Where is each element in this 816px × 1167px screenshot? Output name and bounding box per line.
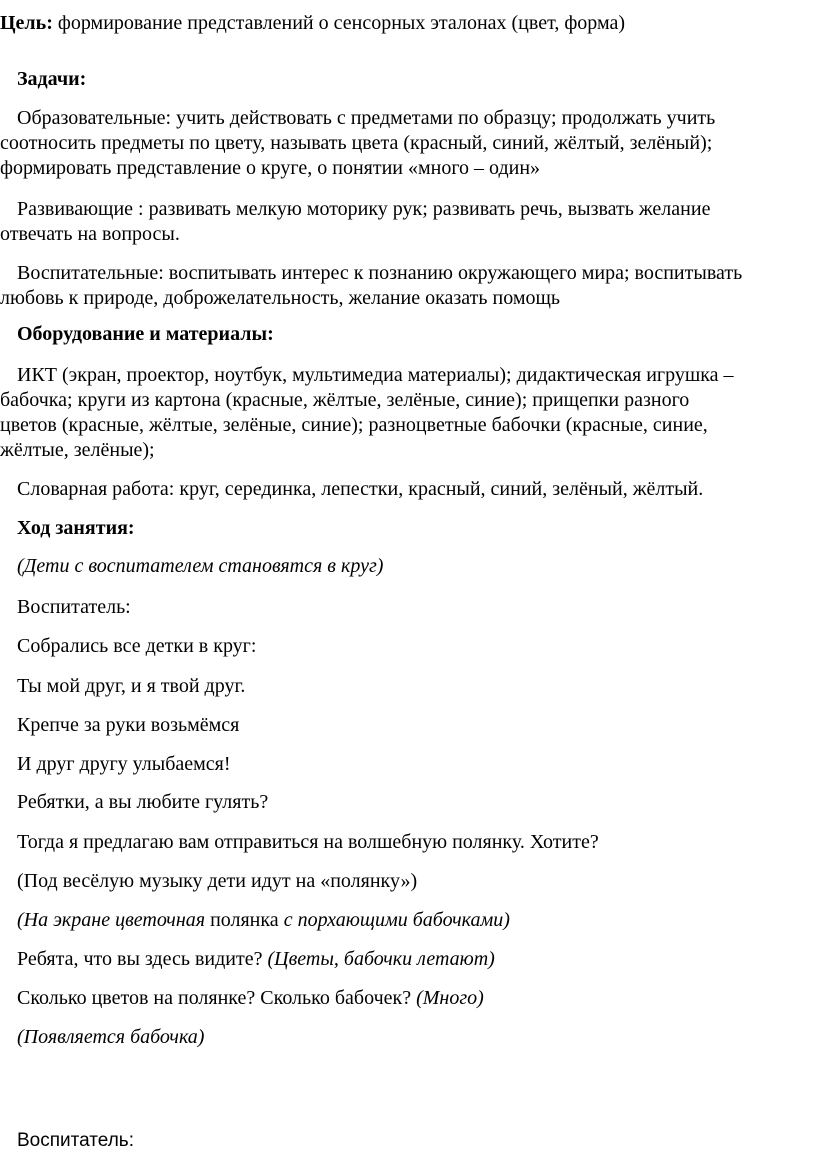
educational-line-1: Образовательные: учить действовать с предметами по образцу; продолжать учить	[17, 107, 716, 129]
equipment-line-3: цветов (красные, жёлтые, зелёные, синие); разноцветные бабочки (красные, синие,	[0, 414, 708, 436]
lesson-line: Воспитатель:	[17, 596, 131, 618]
lesson-line-mixed	[17, 908, 510, 932]
equipment-line-1: ИКТ (экран, проектор, ноутбук, мультимедиа материалы); дидактическая игрушка –	[17, 364, 734, 386]
plain-text: Ребята, что вы здесь видите?	[17, 948, 268, 970]
goal-label: Цель:	[0, 12, 53, 34]
stage-direction: (На экране цветочная	[17, 909, 206, 931]
lesson-line-mixed	[17, 986, 484, 1010]
lesson-line: И друг другу улыбаемся!	[17, 753, 231, 775]
lesson-line: (Появляется бабочка)	[17, 1026, 205, 1048]
developing-line-2: отвечать на вопросы.	[0, 223, 180, 245]
lesson-line: (Под весёлую музыку дети идут на «полянку»)	[17, 870, 418, 892]
stage-direction: (Цветы, бабочки летают)	[267, 948, 495, 970]
lesson-heading: Ход занятия:	[17, 517, 135, 539]
upbringing-line-1: Воспитательные: воспитывать интерес к познанию окружающего мира; воспитывать	[17, 262, 743, 284]
stage-direction: с порхающими бабочками)	[283, 909, 510, 931]
plain-text: Сколько цветов на полянке? Сколько бабочек?	[17, 987, 417, 1009]
educational-line-2: соотносить предметы по цвету, называть цвета (красный, синий, жёлтый, зелёный);	[0, 132, 713, 154]
stage-direction: (Много)	[416, 987, 484, 1009]
lesson-line: Крепче за руки возьмёмся	[17, 714, 240, 736]
educational-line-3: формировать представление о круге, о понятии «много – один»	[0, 157, 541, 179]
tasks-heading: Задачи:	[17, 68, 87, 90]
equipment-line-2: бабочка; круги из картона (красные, жёлтые, зелёные, синие); прищепки разного	[0, 389, 690, 411]
upbringing-line-2: любовь к природе, доброжелательность, желание оказать помощь	[0, 287, 561, 309]
lesson-line: Тогда я предлагаю вам отправиться на волшебную полянку. Хотите?	[17, 831, 599, 853]
lesson-line: Воспитатель:	[17, 1130, 134, 1151]
lesson-line: (Дети с воспитателем становятся в круг)	[17, 555, 384, 577]
developing-line-1: Развивающие : развивать мелкую моторику рук; развивать речь, вызвать желание	[17, 198, 711, 220]
lesson-line: Собрались все детки в круг:	[17, 635, 257, 657]
lesson-line: Ребятки, а вы любите гулять?	[17, 791, 269, 813]
goal-line	[0, 11, 625, 35]
plain-text: полянка	[205, 909, 284, 931]
lesson-line-mixed	[17, 947, 495, 971]
lesson-line: Ты мой друг, и я твой друг.	[17, 675, 246, 697]
equipment-heading: Оборудование и материалы:	[17, 323, 274, 345]
equipment-line-4: жёлтые, зелёные);	[0, 439, 155, 461]
vocabulary-line: Словарная работа: круг, серединка, лепестки, красный, синий, зелёный, жёлтый.	[17, 478, 704, 500]
goal-text: формирование представлений о сенсорных эталонах (цвет, форма)	[52, 12, 626, 34]
